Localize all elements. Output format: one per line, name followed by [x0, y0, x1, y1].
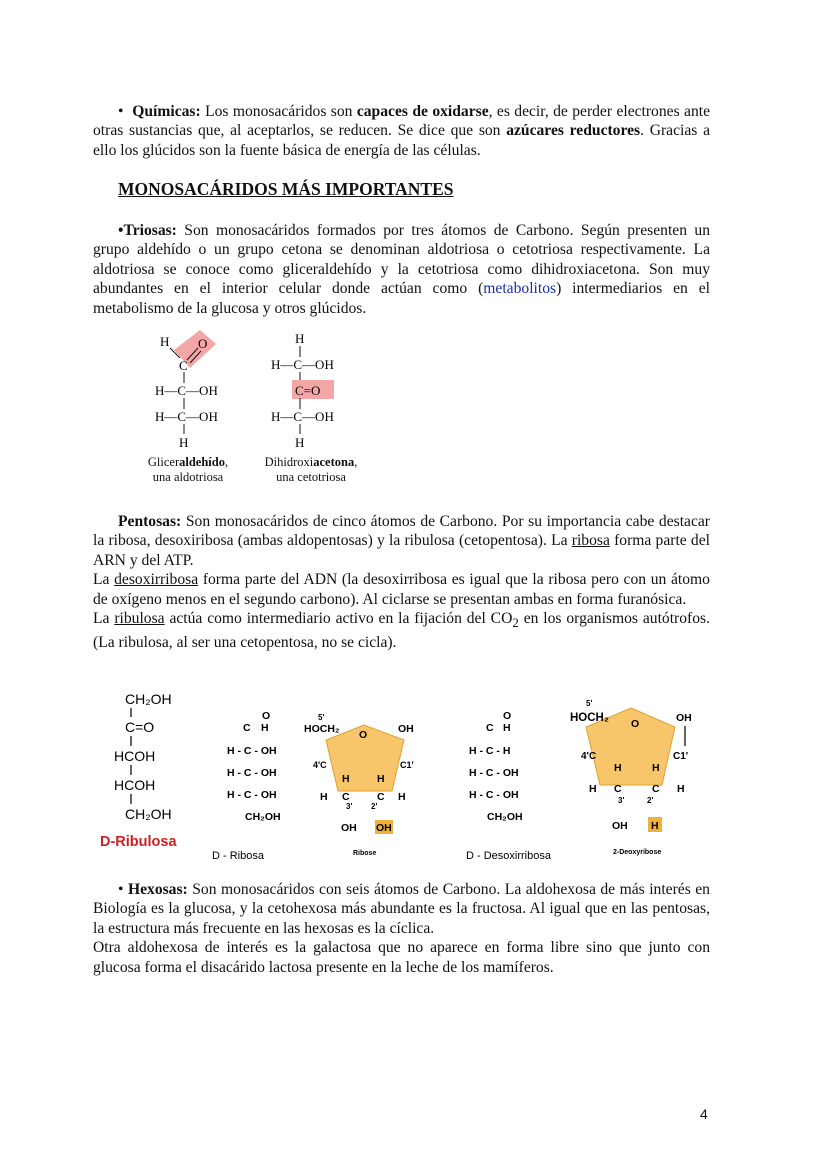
dihidroxi-h-bottom: H — [295, 435, 305, 450]
glycer-h-bottom: H — [179, 435, 189, 450]
pentosas-paragraph — [93, 512, 710, 652]
glycer-h-top: H — [160, 334, 170, 349]
glycer-caption-a: Glicer — [147, 455, 180, 469]
ribose-h-c: H — [320, 791, 328, 803]
ribulosa-underlined: ribulosa — [114, 610, 165, 628]
ribose-h-a: H — [342, 773, 350, 785]
ribosa-o: O — [262, 710, 271, 722]
glycer-caption — [133, 455, 243, 485]
ribose-ring-structure — [304, 713, 414, 857]
ribose-n3: 3' — [346, 802, 353, 811]
deoxy-hoch2: HOCH₂ — [570, 712, 609, 724]
ribose-label: Ribose — [353, 850, 377, 857]
hexosas-label: Hexosas: — [127, 881, 188, 898]
triose-structures-figure — [140, 328, 380, 458]
deoxy-c2: C — [652, 783, 660, 795]
hexosas-text-2: Otra aldohexosa de interés es la galactosa que no aparece en forma libre sino que junto con glucosa forma el disacárido lactosa presente en la leche de los mamíferos. — [93, 939, 710, 976]
desox-r2: H - C - H — [469, 745, 511, 757]
metabolitos-link[interactable]: metabolitos — [483, 280, 557, 298]
glycer-c1: C — [179, 358, 188, 373]
ribosa-r2: H - C - OH — [227, 745, 277, 757]
glyceraldehyde-structure — [155, 330, 218, 450]
deoxy-label: 2-Deoxyribose — [613, 849, 662, 856]
glycer-o: O — [198, 336, 208, 351]
desox-c1: C — [486, 722, 494, 734]
pentosas-l2a: La — [93, 571, 115, 589]
deoxy-n5: 5' — [586, 699, 593, 708]
quimicas-paragraph — [93, 102, 710, 160]
ribosa-r4: H - C - OH — [227, 789, 277, 801]
ribosa-r5: CH₂OH — [245, 811, 281, 823]
ribose-n2: 2' — [371, 802, 378, 811]
desox-r4: H - C - OH — [469, 789, 519, 801]
deoxyribose-ring-structure — [570, 699, 692, 856]
dihidroxi-caption-b: acetona — [313, 455, 355, 469]
quimicas-bold-2: azúcares reductores — [506, 122, 641, 140]
ribosa-r3: H - C - OH — [227, 767, 277, 779]
ribose-h-d: H — [398, 791, 406, 803]
deoxy-o: O — [631, 718, 640, 730]
ribose-hoch2: HOCH₂ — [304, 723, 340, 735]
ribose-oh-right: OH — [398, 723, 414, 735]
hexosas-bullet: • — [118, 881, 124, 898]
deoxy-oh-right: OH — [676, 712, 692, 724]
desox-r5: CH₂OH — [487, 811, 523, 823]
pentosas-text-2: forma parte del ARN y del ATP. — [93, 532, 710, 569]
ribose-oh-b2: OH — [376, 822, 392, 834]
triosas-paragraph — [93, 221, 710, 318]
triosas-text-2: ) intermediarios en el metabolismo de la glucosa y otros glúcidos. — [93, 280, 710, 317]
dihidroxi-h-top: H — [295, 331, 305, 346]
deoxy-c1: C1' — [673, 751, 689, 762]
deoxy-oh-b1: OH — [612, 820, 628, 832]
deoxy-c4: 4'C — [581, 751, 597, 762]
ribulose-r3: HCOH — [114, 748, 156, 764]
dihydroxyacetone-structure — [271, 331, 334, 450]
pentosas-l3a: La — [93, 610, 115, 628]
quimicas-text-1: Los monosacáridos son — [200, 103, 357, 120]
desoxirribosa-underlined: desoxirribosa — [114, 571, 199, 589]
ribulose-r2: C=O — [125, 719, 155, 735]
glycer-caption-b: aldehído — [179, 455, 225, 469]
dihidroxi-caption-c: , — [354, 455, 358, 469]
glycer-row2: H—C—OH — [155, 383, 218, 398]
quimicas-label: Químicas: — [132, 103, 201, 120]
pentosas-l2b: forma parte del ADN (la desoxirribosa es igual que la ribosa pero con un átomo de oxígeno menos en el segundo carbono). Al ciclarse se presentan ambas en forma furanósica. — [93, 571, 710, 608]
dihidroxi-caption — [255, 455, 367, 485]
dihidroxi-caption-d: una cetotriosa — [276, 470, 346, 484]
ribose-oh-b1: OH — [341, 822, 357, 834]
ribulose-r5: CH₂OH — [125, 806, 172, 822]
pentosas-l3c: en los organismos autótrofos. (La ribulosa, al ser una cetopentosa, no se cicla). — [93, 610, 710, 651]
desox-label: D - Desoxirribosa — [466, 850, 551, 862]
bullet: • — [118, 103, 124, 120]
ribulose-r4: HCOH — [114, 777, 156, 793]
ribosa-label: D - Ribosa — [212, 850, 264, 862]
ribose-c3: C — [342, 791, 350, 803]
desox-o: O — [503, 710, 512, 722]
page-number: 4 — [700, 1106, 708, 1122]
hexosas-paragraph — [93, 880, 710, 977]
quimicas-text-2: , es decir, de perder electrones ante otras sustancias que, al aceptarlos, se reducen. Se dice que son — [93, 103, 711, 140]
glycer-caption-d: una aldotriosa — [152, 470, 224, 484]
ribosa-c1: C — [243, 722, 251, 734]
ribose-n5: 5' — [318, 713, 325, 722]
pentose-structures-figure — [95, 688, 715, 863]
deoxy-h-b2: H — [651, 820, 659, 832]
deoxy-h-a: H — [614, 762, 622, 774]
dihidroxi-row3: H—C—OH — [271, 409, 334, 424]
co2-subscript: 2 — [512, 615, 519, 631]
ribulose-structure — [100, 691, 177, 850]
ribose-o: O — [359, 729, 368, 741]
desox-h1: H — [503, 722, 511, 734]
triosas-label: •Triosas: — [118, 222, 177, 239]
glycer-caption-c: , — [224, 455, 229, 469]
deoxyribose-open-structure — [466, 710, 552, 862]
deoxy-c3: C — [614, 783, 622, 795]
deoxy-h-c: H — [589, 783, 597, 795]
section-heading: MONOSACÁRIDOS MÁS IMPORTANTES — [118, 179, 454, 199]
deoxy-h-d: H — [677, 783, 685, 795]
deoxy-h-b: H — [652, 762, 660, 774]
ribose-h-b: H — [377, 773, 385, 785]
ribose-c1: C1' — [400, 760, 414, 770]
pentosas-label: Pentosas: — [118, 513, 182, 530]
ribulose-label: D-Ribulosa — [100, 834, 177, 850]
hexosas-text-1: Son monosacáridos con seis átomos de Carbono. La aldohexosa de más interés en Biología es la glucosa, y la cetohexosa más abundante es la fructosa. Al igual que en las pentosas, la estructura más frecuente en las hexosas es la cíclica. — [93, 881, 710, 937]
quimicas-bold-1: capaces de oxidarse — [356, 103, 489, 120]
quimicas-text-3: . Gracias a ello los glúcidos son la fuente básica de energía de las células. — [93, 122, 710, 159]
ribosa-underlined: ribosa — [571, 532, 610, 550]
ribulose-r1: CH₂OH — [125, 691, 172, 707]
desox-r3: H - C - OH — [469, 767, 519, 779]
dihidroxi-row2: C=O — [295, 383, 321, 398]
ribose-c2: C — [377, 791, 385, 803]
ribose-c4: 4'C — [313, 760, 327, 770]
dihidroxi-row1: H—C—OH — [271, 357, 334, 372]
pentosas-l3b: actúa como intermediario activo en la fijación del CO — [164, 610, 513, 628]
ribose-open-structure — [212, 710, 281, 862]
deoxy-n2: 2' — [647, 796, 654, 805]
pentosas-text-1: Son monosacáridos de cinco átomos de Carbono. Por su importancia cabe destacar la ribosa, desoxiribosa (ambas aldopentosas) y la ribulosa (cetopentosa). La — [93, 513, 710, 550]
dihidroxi-caption-a: Dihidroxi — [264, 455, 314, 469]
ribosa-h1: H — [261, 722, 269, 734]
deoxy-n3: 3' — [618, 796, 625, 805]
triosas-text-1: Son monosacáridos formados por tres átomos de Carbono. Según presenten un grupo aldehído o un grupo cetona se denominan aldotriosa o cetotriosa respectivamente. La aldotriosa se conoce como gliceraldehído y la cetotriosa como dihidroxiacetona. Son muy abundantes en el interior celular donde actúan como ( — [93, 222, 710, 298]
glycer-row3: H—C—OH — [155, 409, 218, 424]
